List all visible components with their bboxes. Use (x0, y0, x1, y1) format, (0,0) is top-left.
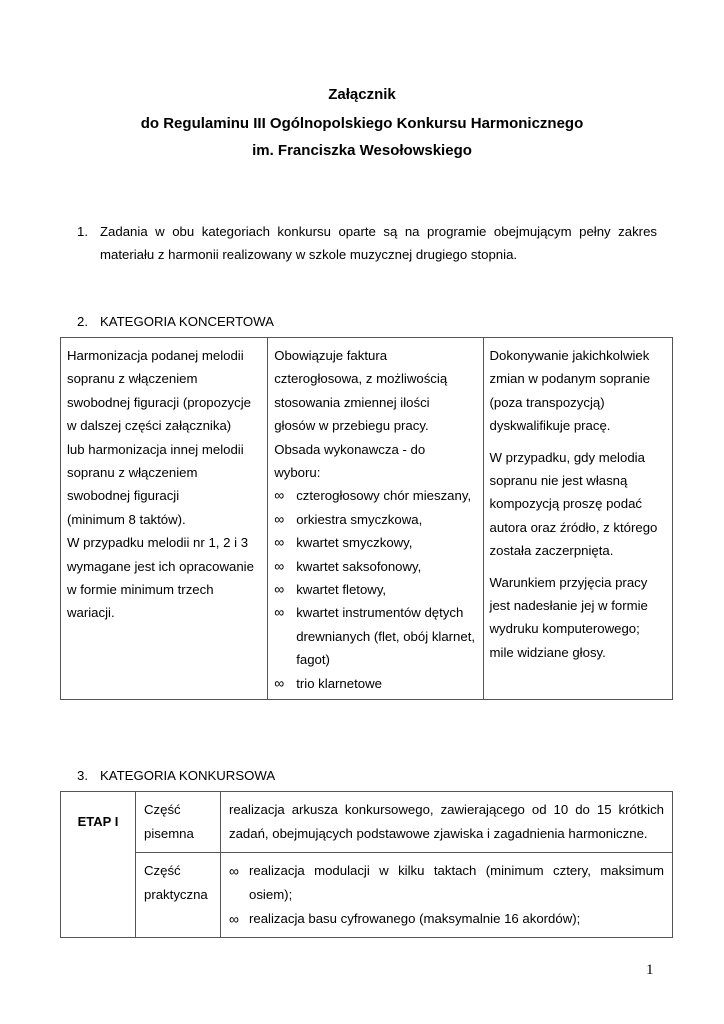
part-practical-desc (221, 853, 673, 938)
part-practical-label: Część praktyczna (136, 853, 221, 938)
list-item-text: orkiestra smyczkowa, (296, 511, 423, 527)
section-1-text: Zadania w obu kategoriach konkursu oparte są na programie obejmującym pełny zakres materiału z harmonii realizowany w szkole muzycznej drugiego stopnia. (100, 224, 657, 262)
list-item-text: kwartet saksofonowy, (296, 558, 422, 574)
text-line: (minimum 8 taktów). (67, 511, 186, 527)
list-item (274, 484, 477, 507)
text-line: swobodnej figuracji (propozycje (67, 394, 251, 410)
text-line: czterogłosowa, z możliwością (274, 371, 448, 387)
infinity-bullet-icon: ∞ (274, 534, 285, 551)
list-item-text: realizacja modulacji w kilku taktach (minimum cztery, maksimum osiem); (249, 863, 664, 902)
list-item (274, 578, 477, 601)
list-item-text: kwartet fletowy, (296, 582, 387, 598)
infinity-bullet-icon: ∞ (229, 911, 239, 927)
text-line: w dalszej części załącznika) (67, 418, 232, 434)
text-line: swobodnej figuracji (67, 488, 180, 504)
list-item (229, 907, 664, 931)
practical-task-list (229, 859, 664, 931)
section-3-number: 3. (77, 768, 88, 783)
section-1-number: 1. (77, 224, 88, 239)
infinity-bullet-icon: ∞ (274, 487, 285, 504)
text-line: stosowania zmiennej ilości (274, 394, 430, 410)
concert-category-table (60, 337, 673, 700)
rule-paragraph: W przypadku, gdy melodia sopranu nie jest własną kompozycją proszę podać autora oraz źródło, z którego została zaczerpnięta. (489, 449, 658, 559)
concert-task-text (67, 344, 262, 625)
part-written-desc: realizacja arkusza konkursowego, zawierającego od 10 do 15 krótkich zadań, obejmujących podstawowe zjawiska i zagadnienia harmoniczne. (221, 792, 673, 853)
list-item-text: czterogłosowy chór mieszany, (296, 488, 472, 504)
text-line: Harmonizacja podanej melodii (67, 348, 244, 363)
section-2-title: KATEGORIA KONCERTOWA (100, 314, 274, 329)
text-line: w formie minimum trzech (67, 582, 214, 598)
list-item (274, 531, 477, 554)
list-item (229, 859, 664, 907)
text-line: sopranu z włączeniem (67, 465, 198, 481)
rule-paragraph: Dokonywanie jakichkolwiek zmian w podanym sopranie (poza transpozycją) dyskwalifikuje pracę. (489, 348, 651, 434)
list-item (274, 555, 477, 578)
infinity-bullet-icon: ∞ (274, 604, 285, 621)
list-item-text: realizacja basu cyfrowanego (maksymalnie 16 akordów); (249, 911, 581, 926)
text-line: wymagane jest ich opracowanie (67, 558, 254, 574)
section-3-title: KATEGORIA KONKURSOWA (100, 768, 276, 783)
list-item-text: kwartet smyczkowy, (296, 535, 413, 551)
section-2-heading (77, 314, 274, 329)
infinity-bullet-icon: ∞ (274, 581, 285, 598)
text-line: sopranu z włączeniem (67, 371, 198, 387)
page-number: 1 (646, 962, 654, 978)
ensemble-list (274, 484, 477, 695)
doc-subtitle-name: im. Franciszka Wesołowskiego (252, 142, 472, 159)
list-item (274, 601, 477, 671)
competition-category-table (60, 791, 673, 938)
list-item (274, 672, 477, 695)
section-2-number: 2. (77, 314, 88, 329)
section-1 (77, 220, 657, 266)
text-line: Obsada wykonawcza - do (274, 441, 426, 457)
text-line: głosów w przebiegu pracy. (274, 418, 429, 434)
section-3-heading (77, 768, 275, 783)
text-line: W przypadku melodii nr 1, 2 i 3 (67, 535, 249, 551)
stage-label-empty (61, 853, 136, 938)
text-line: lub harmonizacja innej melodii (67, 441, 244, 457)
concert-col-texture (268, 338, 483, 700)
concert-col-rules (483, 338, 672, 700)
stage-label: ETAP I (61, 792, 136, 853)
infinity-bullet-icon: ∞ (274, 674, 285, 691)
list-item-text: kwartet instrumentów dętych drewnianych (flet, obój klarnet, fagot) (296, 605, 476, 668)
list-item (274, 508, 477, 531)
rule-paragraph: Warunkiem przyjęcia pracy jest nadesłanie jej w formie wydruku komputerowego; mile widziane głosy. (489, 574, 648, 660)
list-item-text: trio klarnetowe (296, 675, 382, 691)
concert-col-task (61, 338, 268, 700)
part-written-label: Część pisemna (136, 792, 221, 853)
infinity-bullet-icon: ∞ (229, 863, 239, 879)
doc-title: Załącznik (328, 86, 396, 103)
text-line: wariacji. (67, 605, 115, 621)
infinity-bullet-icon: ∞ (274, 557, 285, 574)
text-line: wyboru: (274, 465, 321, 481)
doc-subtitle: do Regulaminu III Ogólnopolskiego Konkursu Harmonicznego (140, 115, 584, 132)
text-line: Obowiązuje faktura (274, 348, 388, 363)
infinity-bullet-icon: ∞ (274, 510, 285, 527)
concert-texture-text (274, 344, 477, 484)
